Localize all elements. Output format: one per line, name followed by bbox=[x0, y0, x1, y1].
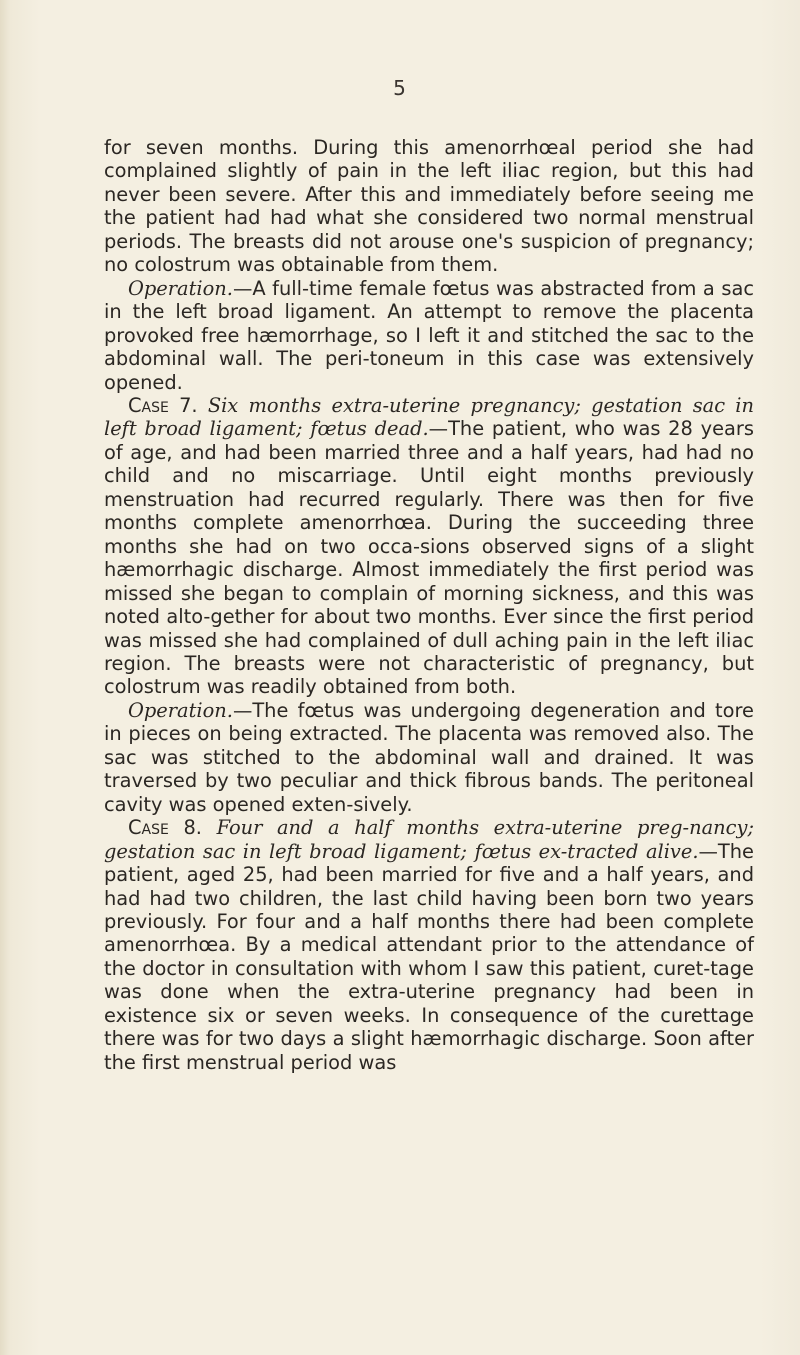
page-number: 5 bbox=[393, 76, 407, 100]
paragraph-text: for seven months. During this amenorrhœal period she had complained slightly of pain in the left iliac region, but this had never been severe. After this and immediately before seeing me the patient had had what she considered two normal menstrual periods. The breasts did not arouse one's suspicion of pregnancy; no colostrum was obtainable from them. bbox=[104, 136, 754, 277]
paragraph-continuation bbox=[104, 136, 754, 277]
section-heading: Operation. bbox=[128, 698, 233, 722]
paragraph-operation-case-7 bbox=[104, 699, 754, 816]
paragraph-text: —A full-time female fœtus was abstracted from a sac in the left broad ligament. An attempt to remove the placenta provoked free hæmorrhage, so I left it and stitched the sac to the abdominal wall. The peri-toneum in this case was extensively opened. bbox=[104, 276, 754, 394]
paragraph-case-8 bbox=[104, 816, 754, 1074]
paragraph-operation-case-6 bbox=[104, 277, 754, 394]
case-heading: Four and a half months extra-uterine preg-nancy; gestation sac in left broad ligament; fœtus ex-tracted alive. bbox=[104, 816, 754, 863]
paragraph-text: —The fœtus was undergoing degeneration and tore in pieces on being extracted. The placenta was removed also. The sac was stitched to the abdominal wall and drained. It was traversed by two peculiar and thick fibrous bands. The peritoneal cavity was opened exten-sively. bbox=[104, 698, 754, 816]
document-body bbox=[104, 136, 754, 1074]
case-label: Case 7. bbox=[128, 393, 198, 417]
paragraph-text: —The patient, aged 25, had been married for five and a half years, and had had two children, the last child having been born two years previously. For four and a half months there had been complete amenorrhœa. By a medical attendant prior to the attendance of the doctor in consultation with whom I saw this patient, curet-tage was done when the extra-uterine pregnancy had been in existence six or seven weeks. In consequence of the curettage there was for two days a slight hæmorrhagic discharge. Soon after the first menstrual period was bbox=[104, 839, 754, 1074]
section-heading: Operation. bbox=[128, 276, 233, 300]
paragraph-case-7 bbox=[104, 394, 754, 699]
case-label: Case 8. bbox=[128, 816, 202, 840]
paragraph-text: —The patient, who was 28 years of age, and had been married three and a half years, had had no child and no miscarriage. Until eight months previously menstruation had recurred regularly. There was then for five months complete amenorrhœa. During the succeeding three months she had on two occa-sions observed signs of a slight hæmorrhagic discharge. Almost immediately the first period was missed she began to complain of morning sickness, and this was noted alto-gether for about two months. Ever since the first period was missed she had complained of dull aching pain in the left iliac region. The breasts were not characteristic of pregnancy, but colostrum was readily obtained from both. bbox=[104, 417, 754, 699]
case-heading: Six months extra-uterine pregnancy; gestation sac in left broad ligament; fœtus dead. bbox=[104, 393, 754, 441]
